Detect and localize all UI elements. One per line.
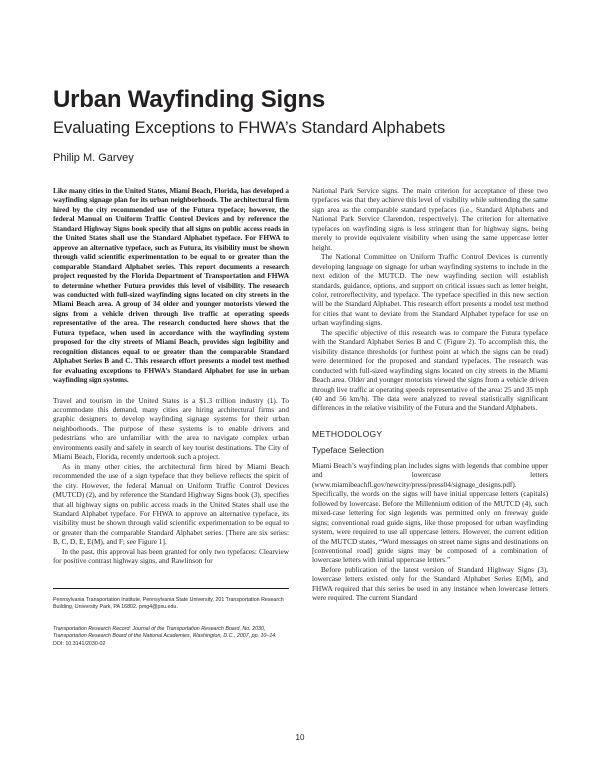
- doi-text: DOI: 10.3141/2030-02: [53, 640, 106, 647]
- left-column: [53, 186, 289, 566]
- body-paragraph: In the past, this approval has been granted for only two typefaces: Clearview for positive contrast highway signs, and Rawlinson for: [53, 546, 289, 566]
- footnote-divider: [53, 588, 289, 589]
- body-paragraph: The specific objective of this research was to compare the Futura typeface with the Standard Alphabet Series B and C (Figure 2). To accomplish this, the visibility distance thresholds (or furthest point at which the signs can be read) were determined for the proposed and standard typefaces. The research was conducted with full-sized wayfinding signs located on city streets in the Miami Beach area. Older and younger motorists viewed the signs from a vehicle driven through live traffic at operating speeds representative of the area: 25 and 35 mph (40 and 56 km/h). The data were analyzed to reveal statistically significant differences in the relative visibility of the Futura and the Standard Alphabets.: [312, 327, 548, 413]
- citation-text: Transportation Research Record: Journal of the Transportation Research Board, No. 2030, Transportation Research Board of the National Academies, Washington, D.C., 2007, pp. 10–14.: [53, 626, 277, 640]
- article-subtitle: Evaluating Exceptions to FHWA’s Standard Alphabets: [53, 119, 446, 137]
- body-paragraph: Miami Beach’s wayfinding plan includes signs with legends that combine upper and lowercase letters (www.miamibeachfl.gov/newcity/press/press04/signage_designs.pdf). Specifically, the words on the signs will have initial uppercase letters (capitals) followed by lowercase. Before the Millennium edition of the MUTCD (4), such mixed-case lettering for sign legends was permitted only on freeway guide signs; conventional road guide signs, like those proposed for urban wayfinding system, were required to use all uppercase letters. However, the current edition of the MUTCD states, “Word messages on street name signs and destinations on [conventional road] guide signs may be composed of a combination of lowercase letters with initial uppercase letters.”: [312, 460, 548, 565]
- page-number: 10: [295, 733, 305, 742]
- right-column: [312, 186, 548, 603]
- footnote-affiliation: [53, 597, 289, 612]
- affiliation-text: Pennsylvania Transportation Institute, Pennsylvania State University, 201 Transportation Research Building, University Park, PA 16802. pmg4@psu.edu.: [53, 597, 284, 611]
- body-paragraph: The National Committee on Uniform Traffic Control Devices is currently developing language on signage for urban wayfinding systems to include in the next edition of the MUTCD. The new wayfinding section will establish standards, guidance, options, and support on critical issues such as letter height, color, retroreflectivity, and typeface. The typeface specified in this new section will be the Standard Alphabet. This research effort presents a model test method for cities that want to deviate from the Standard Alphabet typeface for use on urban wayfinding signs.: [312, 252, 548, 328]
- body-paragraph: Travel and tourism in the United States is a $1.3 trillion industry (1). To accommodate this demand, many cities are hiring architectural firms and graphic designers to develop wayfinding signage systems for their urban neighborhoods. The purpose of these systems is to enable drivers and pedestrians who are unfamiliar with the area to navigate complex urban environments easily and safely in search of key tourist destinations. The City of Miami Beach, Florida, recently undertook such a project.: [53, 395, 289, 462]
- body-paragraph: Before publication of the latest version of Standard Highway Signs (3), lowercase letters existed only for the Standard Alphabet Series E(M), and FHWA required that this series be used in any instance when lowercase letters were required. The current Standard: [312, 564, 548, 603]
- body-paragraph: As in many other cities, the architectural firm hired by Miami Beach recommended the use of a sign typeface that they believe reflects the spirit of the city. However, the federal Manual on Uniform Traffic Control Devices (MUTCD) (2), and by reference the Standard Highway Signs book (3), specifies that all highway signs on public access roads in the United States shall use the Standard Alphabet typeface. For FHWA to approve an alternative typeface, its visibility must be shown through valid scientific experimentation to be equal to or greater than the comparable Standard Alphabet series. [There are six series: B, C, D, E, E(M), and F; see Figure 1].: [53, 461, 289, 547]
- subsection-heading: Typeface Selection: [312, 444, 384, 455]
- author-name: Philip M. Garvey: [53, 152, 134, 164]
- footnote-citation: [53, 626, 289, 648]
- article-title: Urban Wayfinding Signs: [53, 86, 326, 113]
- body-paragraph: National Park Service signs. The main criterion for acceptance of these two typefaces was that they achieve this level of visibility while subtending the same sign area as the comparable standard typefaces (i.e., Standard Alphabets and National Park Service Clarendon, respectively). The criterion for alternative typefaces on wayfinding signs is less stringent than for highway signs, being merely to provide equivalent visibility when using the same uppercase letter height.: [312, 186, 548, 252]
- abstract: Like many cities in the United States, Miami Beach, Florida, has developed a wayfinding signage plan for its urban neighborhoods. The architectural firm hired by the city recommended use of the Futura typeface; however, the federal Manual on Uniform Traffic Control Devices and by reference the Standard Highway Signs book specify that all signs on public access roads in the United States shall use the Standard Alphabet typeface. For FHWA to approve an alternative typeface, such as Futura, its visibility must be shown through valid scientific experimentation to be equal to or greater than the comparable Standard Alphabet series. This report documents a research project requested by the Florida Department of Transportation and FHWA to determine whether Futura provides this level of visibility. The research was conducted with full-sized wayfinding signs located on city streets in the Miami Beach area. A group of 34 older and younger motorists viewed the signs from a vehicle driven through live traffic at operating speeds representative of the area. The research conducted here shows that the Futura typeface, when used in accordance with the wayfinding system proposed for the city streets of Miami Beach, provides sign legibility and recognition distances equal to or greater than the comparable Standard Alphabet Series B and C. This research effort presents a model test method for evaluating exceptions to FHWA’s Standard Alphabet for use in urban wayfinding sign systems.: [53, 186, 289, 385]
- section-heading: METHODOLOGY: [312, 428, 383, 439]
